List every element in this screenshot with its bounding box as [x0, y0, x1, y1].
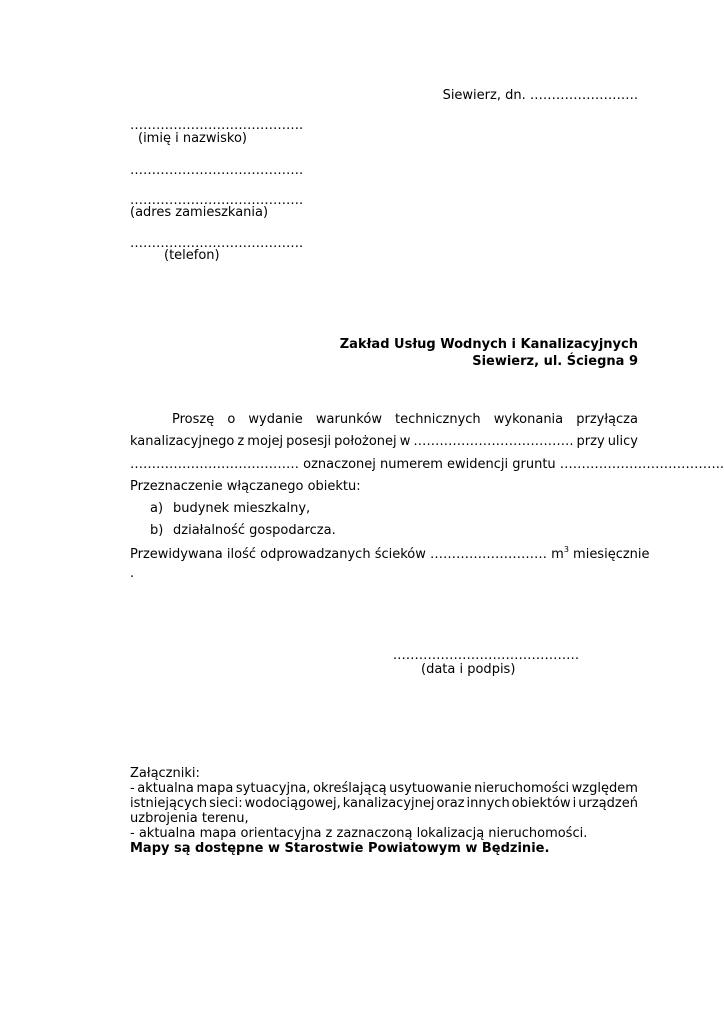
attachment-1-line-2-word: innych [466, 796, 510, 811]
attachments-note: Mapy są dostępne w Starostwie Powiatowym w Będzinie. [130, 841, 550, 856]
applicant-address-dots-1: …………………………………. [130, 163, 304, 178]
body-line-1-word: warunków [315, 412, 382, 427]
applicant-phone-label: (telefon) [164, 248, 220, 263]
sewage-prefix: Przewidywana ilość odprowadzanych ścieków ……………………… m [130, 547, 564, 562]
attachment-1-line-2-word: obiektów [511, 796, 571, 811]
body-line-3: ………………………………… oznaczonej numerem ewidencji gruntu ……………………………….. [130, 457, 724, 472]
attachment-1-line-1-word: względem [571, 781, 638, 796]
attachment-1-line-2-word: urządzeń [578, 796, 638, 811]
attachment-1-line-1-word: sytuacyjna, [235, 781, 311, 796]
stray-dot: . [130, 566, 135, 581]
attachment-1-line-1-word: określającą [313, 781, 387, 796]
applicant-address-dots-2: …………………………………. [130, 193, 304, 208]
sewage-line [130, 545, 650, 562]
attachment-1-line-1-word: - [130, 781, 135, 796]
option-a-marker: a) [150, 501, 164, 516]
attachment-1-line-2-word: sieci: [209, 796, 243, 811]
body-line-1-word: o [227, 412, 236, 427]
body-line-2-word: ulicy [607, 434, 638, 449]
attachment-1-line-2-word: istniejących [130, 796, 208, 811]
applicant-phone-dots: …………………………………. [130, 236, 304, 251]
attachment-1-line-2 [130, 796, 638, 811]
recipient-line-2: Siewierz, ul. Ściegna 9 [472, 354, 638, 369]
recipient-line-1: Zakład Usług Wodnych i Kanalizacyjnych [339, 337, 638, 352]
body-line-2-word: ………………………………. [413, 434, 574, 449]
attachment-1-line-2-word: wodociągowej, [244, 796, 341, 811]
applicant-name-dots: …………………………………. [130, 118, 304, 133]
attachments-heading: Załączniki: [130, 766, 200, 781]
attachment-1-line-2-word: kanalizacyjnej [342, 796, 435, 811]
option-b-text: działalność gospodarcza. [173, 523, 336, 538]
body-line-2-word: z [237, 434, 245, 449]
attachment-1-line-1-word: aktualna [137, 781, 194, 796]
body-line-2-word: kanalizacyjnego [130, 434, 235, 449]
signature-label: (data i podpis) [421, 662, 516, 677]
body-line-1 [172, 412, 638, 427]
option-a-text: budynek mieszkalny, [173, 501, 311, 516]
attachment-1-line-1-word: nieruchomości [474, 781, 570, 796]
attachment-1-line-1-word: mapa [196, 781, 234, 796]
attachment-1-line-3: uzbrojenia terenu, [130, 811, 249, 826]
attachment-2: - aktualna mapa orientacyjna z zaznaczoną lokalizacją nieruchomości. [130, 826, 588, 841]
body-line-2-word: położonej [334, 434, 397, 449]
sewage-superscript: 3 [563, 545, 569, 554]
signature-dots: .…………………………………… [393, 648, 580, 663]
body-line-2-word: posesji [286, 434, 332, 449]
body-line-2 [130, 434, 638, 449]
body-line-1-word: przyłącza [576, 412, 638, 427]
applicant-address-label: (adres zamieszkania) [130, 205, 269, 220]
purpose-label: Przeznaczenie włączanego obiektu: [130, 479, 361, 494]
body-line-1-word: Proszę [172, 412, 215, 427]
body-line-1-word: wykonania [493, 412, 564, 427]
body-line-2-word: w [399, 434, 411, 449]
body-line-2-word: przy [576, 434, 605, 449]
body-line-2-word: mojej [247, 434, 284, 449]
attachment-1-line-1-word: usytuowanie [389, 781, 472, 796]
sewage-suffix: miesięcznie [568, 547, 650, 562]
body-line-1-word: wydanie [248, 412, 303, 427]
place-date: Siewierz, dn. ……………………. [442, 88, 638, 103]
attachment-1-line-2-word: oraz [436, 796, 465, 811]
attachment-1-line-2-word: i [572, 796, 577, 811]
option-b-marker: b) [150, 523, 164, 538]
attachment-1-line-1 [130, 781, 638, 796]
applicant-name-label: (imię i nazwisko) [138, 131, 247, 146]
body-line-1-word: technicznych [395, 412, 481, 427]
